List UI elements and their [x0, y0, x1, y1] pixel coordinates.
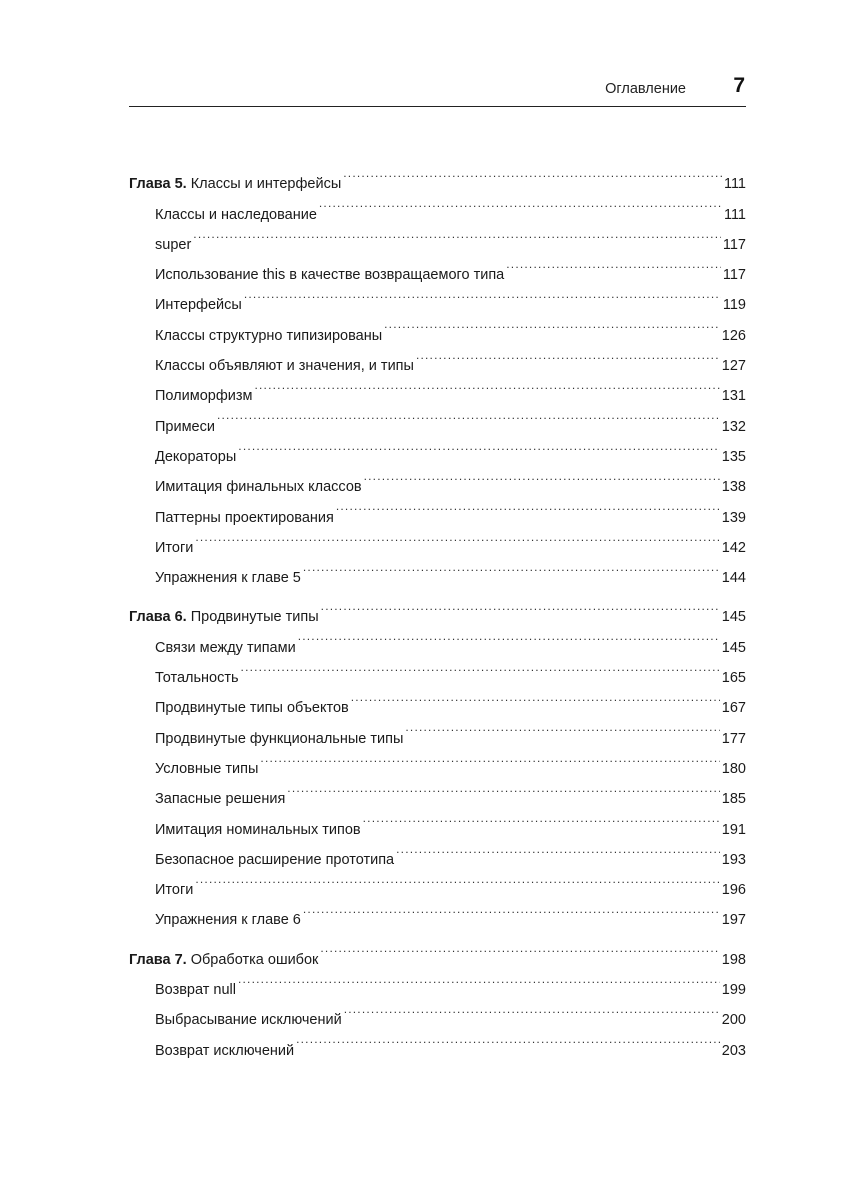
- section-title: Выбрасывание исключений: [155, 1012, 342, 1029]
- dot-leader: [296, 1024, 720, 1054]
- section-page-number: 167: [721, 700, 746, 717]
- section-page-number: 145: [721, 639, 746, 656]
- toc-section-entry[interactable]: [129, 864, 746, 899]
- section-page-number: 191: [721, 821, 746, 838]
- section-title: Возврат исключений: [155, 1042, 295, 1059]
- dot-leader: [303, 894, 720, 924]
- dot-leader: [384, 309, 720, 339]
- section-title: Безопасное расширение прототипа: [155, 851, 395, 868]
- chapter-page-number: 145: [721, 609, 746, 626]
- dot-leader: [303, 552, 720, 582]
- dot-leader: [351, 682, 720, 712]
- page-number: 7: [733, 74, 745, 97]
- section-title: Продвинутые типы объектов: [155, 700, 349, 717]
- toc-chapter-entry[interactable]: [129, 933, 746, 968]
- dot-leader: [396, 834, 720, 864]
- chapter-title: Продвинутые типы: [190, 609, 319, 626]
- dot-leader: [416, 340, 720, 370]
- section-page-number: 185: [721, 791, 746, 808]
- section-page-number: 180: [721, 760, 746, 777]
- dot-leader: [363, 803, 720, 833]
- section-page-number: 177: [721, 730, 746, 747]
- chapter-block: [129, 591, 746, 929]
- toc-section-entry[interactable]: [129, 522, 746, 556]
- section-page-number: 117: [722, 267, 746, 284]
- section-title: Классы объявляют и значения, и типы: [155, 358, 414, 375]
- section-title: Использование this в качестве возвращаемого типа: [155, 267, 505, 284]
- dot-leader: [193, 219, 721, 249]
- section-page-number: 199: [721, 982, 746, 999]
- dot-leader: [195, 522, 719, 552]
- running-header-title: Оглавление: [605, 81, 686, 97]
- dot-leader: [320, 933, 719, 963]
- dot-leader: [244, 279, 721, 309]
- dot-leader: [217, 400, 720, 430]
- section-title: Итоги: [155, 882, 194, 899]
- section-title: Интерфейсы: [155, 297, 242, 314]
- chapter-label: [129, 602, 319, 632]
- section-page-number: 193: [721, 851, 746, 868]
- chapter-label: [129, 169, 341, 199]
- section-page-number: 144: [721, 570, 746, 587]
- toc-section-entry[interactable]: [129, 219, 746, 253]
- section-page-number: 131: [721, 388, 746, 405]
- section-page-number: 135: [721, 448, 746, 465]
- section-page-number: 138: [721, 479, 746, 496]
- section-page-number: 200: [721, 1012, 746, 1029]
- dot-leader: [287, 773, 720, 803]
- chapter-title: Обработка ошибок: [190, 951, 319, 968]
- section-title: Итоги: [155, 539, 194, 556]
- section-page-number: 165: [721, 670, 746, 687]
- section-title: Связи между типами: [155, 639, 296, 656]
- toc-section-entry[interactable]: [129, 431, 746, 465]
- dot-leader: [506, 249, 721, 279]
- toc-chapter-entry[interactable]: [129, 158, 746, 193]
- dot-leader: [343, 158, 722, 188]
- toc-chapter-entry[interactable]: [129, 591, 746, 626]
- section-title: Упражнения к главе 6: [155, 912, 301, 929]
- table-of-contents: [129, 158, 746, 1064]
- chapter-block: [129, 933, 746, 1059]
- dot-leader: [254, 370, 719, 400]
- section-title: Имитация номинальных типов: [155, 821, 361, 838]
- section-title: Декораторы: [155, 448, 237, 465]
- section-title: Имитация финальных классов: [155, 479, 362, 496]
- chapter-block: [129, 158, 746, 587]
- section-page-number: 126: [721, 327, 746, 344]
- dot-leader: [336, 491, 720, 521]
- chapter-title: Классы и интерфейсы: [190, 176, 342, 193]
- section-page-number: 142: [721, 539, 746, 556]
- dot-leader: [238, 431, 720, 461]
- section-page-number: 111: [723, 206, 746, 223]
- dot-leader: [238, 964, 720, 994]
- section-title: Условные типы: [155, 760, 259, 777]
- section-page-number: 119: [722, 297, 746, 314]
- chapter-number: Глава 7.: [129, 951, 187, 968]
- toc-section-entry[interactable]: [129, 894, 746, 929]
- toc-section-entry[interactable]: [129, 400, 746, 435]
- section-page-number: 203: [721, 1042, 746, 1059]
- section-page-number: 127: [721, 358, 746, 375]
- dot-leader: [321, 591, 720, 621]
- dot-leader: [195, 864, 719, 894]
- dot-leader: [241, 652, 720, 682]
- section-page-number: 117: [722, 236, 746, 253]
- dot-leader: [405, 712, 719, 742]
- section-title: Запасные решения: [155, 791, 286, 808]
- section-page-number: 132: [721, 418, 746, 435]
- dot-leader: [298, 621, 720, 651]
- dot-leader: [319, 188, 722, 218]
- dot-leader: [364, 461, 720, 491]
- section-title: Упражнения к главе 5: [155, 570, 301, 587]
- section-title: Возврат null: [155, 982, 236, 999]
- section-title: Примеси: [155, 418, 215, 435]
- chapter-number: Глава 6.: [129, 609, 187, 626]
- dot-leader: [344, 994, 720, 1024]
- section-title: Классы структурно типизированы: [155, 327, 383, 344]
- section-page-number: 197: [721, 912, 746, 929]
- section-title: Полиморфизм: [155, 388, 253, 405]
- section-page-number: 139: [721, 509, 746, 526]
- chapter-page-number: 111: [723, 176, 746, 193]
- section-title: super: [155, 236, 192, 253]
- section-title: Классы и наследование: [155, 206, 317, 223]
- section-title: Продвинутые функциональные типы: [155, 730, 404, 747]
- section-page-number: 196: [721, 882, 746, 899]
- toc-section-entry[interactable]: [129, 552, 746, 587]
- section-title: Тотальность: [155, 670, 239, 687]
- dot-leader: [260, 743, 719, 773]
- section-title: Паттерны проектирования: [155, 509, 334, 526]
- toc-section-entry[interactable]: [129, 249, 746, 284]
- page-header: [129, 72, 746, 107]
- chapter-number: Глава 5.: [129, 176, 187, 193]
- chapter-page-number: 198: [721, 951, 746, 968]
